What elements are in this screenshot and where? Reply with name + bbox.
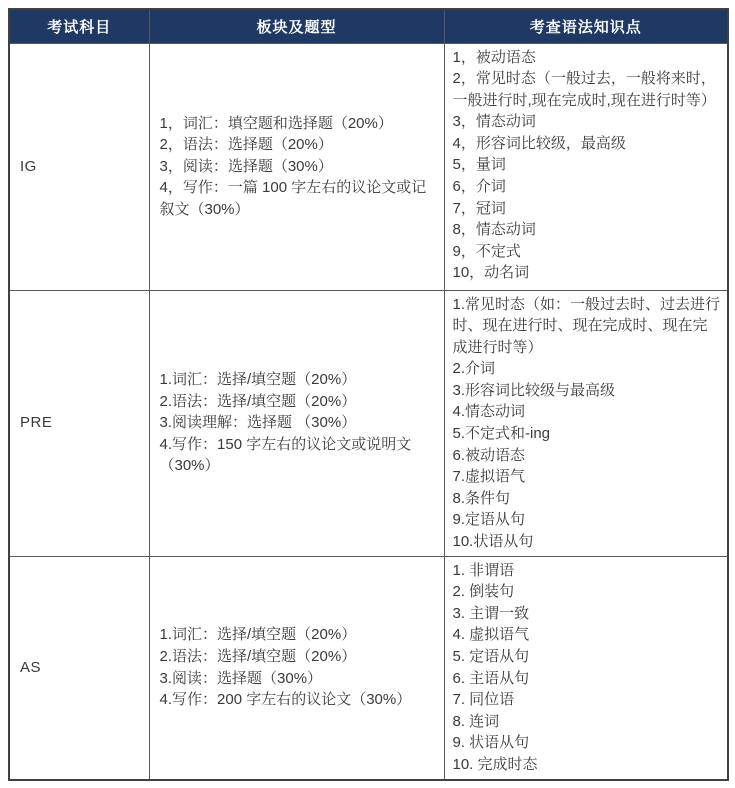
- text-line: 3.阅读理解：选择题 （30%）: [159, 414, 357, 432]
- text-line: 10，动名词: [452, 264, 530, 282]
- grammar-cell-ig: [444, 43, 728, 290]
- text-line: 3.阅读：选择题（30%）: [159, 669, 323, 687]
- text-line: 4.写作：200 字左右的议论文（30%）: [159, 691, 412, 709]
- text-line: 4. 虚拟语气: [452, 626, 530, 644]
- text-line: 4，写作：一篇 100 字左右的议论文或记叙文（30%）: [159, 179, 427, 218]
- header-sections-question-types: 板块及题型: [149, 9, 444, 43]
- table-row-as: [9, 556, 728, 779]
- text-line: 7. 同位语: [452, 691, 515, 709]
- text-line: 5. 定语从句: [452, 648, 530, 665]
- text-line: 3，情态动词: [452, 113, 536, 131]
- text-line: 8. 连词: [452, 712, 500, 730]
- table-header-row: [9, 9, 728, 43]
- text-line: 5.不定式和-ing: [452, 425, 551, 443]
- text-line: 6，介词: [452, 178, 506, 196]
- sections-cell-pre: [149, 290, 444, 556]
- text-line: 1. 非谓语: [452, 561, 515, 579]
- text-line: 3，阅读：选择题（30%）: [159, 157, 333, 175]
- text-line: 4，形容词比较级，最高级: [452, 134, 626, 152]
- text-line: 9，不定式: [452, 242, 521, 260]
- text-line: 2.语法：选择/填空题（20%）: [159, 392, 357, 410]
- text-line: 6.被动语态: [452, 446, 526, 464]
- header-exam-subject: 考试科目: [9, 9, 149, 43]
- grammar-cell-pre: [444, 290, 728, 556]
- text-line: 8，情态动词: [452, 221, 536, 239]
- text-line: 6. 主语从句: [452, 669, 530, 687]
- text-line: 4.情态动词: [452, 403, 526, 421]
- text-line: 1，词汇：填空题和选择题（20%）: [159, 114, 393, 132]
- text-line: 2.介词: [452, 360, 496, 378]
- text-line: 1，被动语态: [452, 48, 536, 66]
- text-line: 5，量词: [452, 156, 506, 174]
- text-line: 2，语法：选择题（20%）: [159, 136, 333, 154]
- header-grammar-points: 考查语法知识点: [444, 9, 728, 43]
- text-line: 7，冠词: [452, 199, 506, 217]
- text-line: 9. 状语从句: [452, 734, 530, 752]
- text-line: 2，常见时态（一般过去，一般将来时，一般进行时,现在完成时,现在进行时等）: [452, 70, 716, 109]
- grammar-cell-as: [444, 556, 728, 779]
- text-line: 8.条件句: [452, 489, 511, 507]
- text-line: 2.语法：选择/填空题（20%）: [159, 648, 357, 665]
- subject-cell-ig: IG: [9, 43, 149, 290]
- text-line: 1.词汇：选择/填空题（20%）: [159, 371, 357, 389]
- text-line: 1.常见时态（如：一般过去时、过去进行时、现在进行时、现在完成时、现在完成进行时等）: [452, 295, 721, 356]
- text-line: 3.形容词比较级与最高级: [452, 381, 616, 399]
- text-line: 2. 倒装句: [452, 583, 515, 601]
- text-line: 10.状语从句: [452, 533, 534, 551]
- text-line: 10. 完成时态: [452, 755, 538, 773]
- sections-cell-ig: [149, 43, 444, 290]
- exam-syllabus-table: [8, 8, 729, 781]
- table-row-ig: [9, 43, 728, 290]
- text-line: 1.词汇：选择/填空题（20%）: [159, 626, 357, 644]
- text-line: 4.写作：150 字左右的议论文或说明文 （30%）: [159, 435, 412, 475]
- sections-cell-as: [149, 556, 444, 779]
- text-line: 3. 主谓一致: [452, 604, 530, 622]
- subject-cell-as: AS: [9, 556, 149, 779]
- text-line: 7.虚拟语气: [452, 468, 526, 486]
- text-line: 9.定语从句: [452, 511, 526, 529]
- table-row-pre: [9, 290, 728, 556]
- subject-cell-pre: PRE: [9, 290, 149, 556]
